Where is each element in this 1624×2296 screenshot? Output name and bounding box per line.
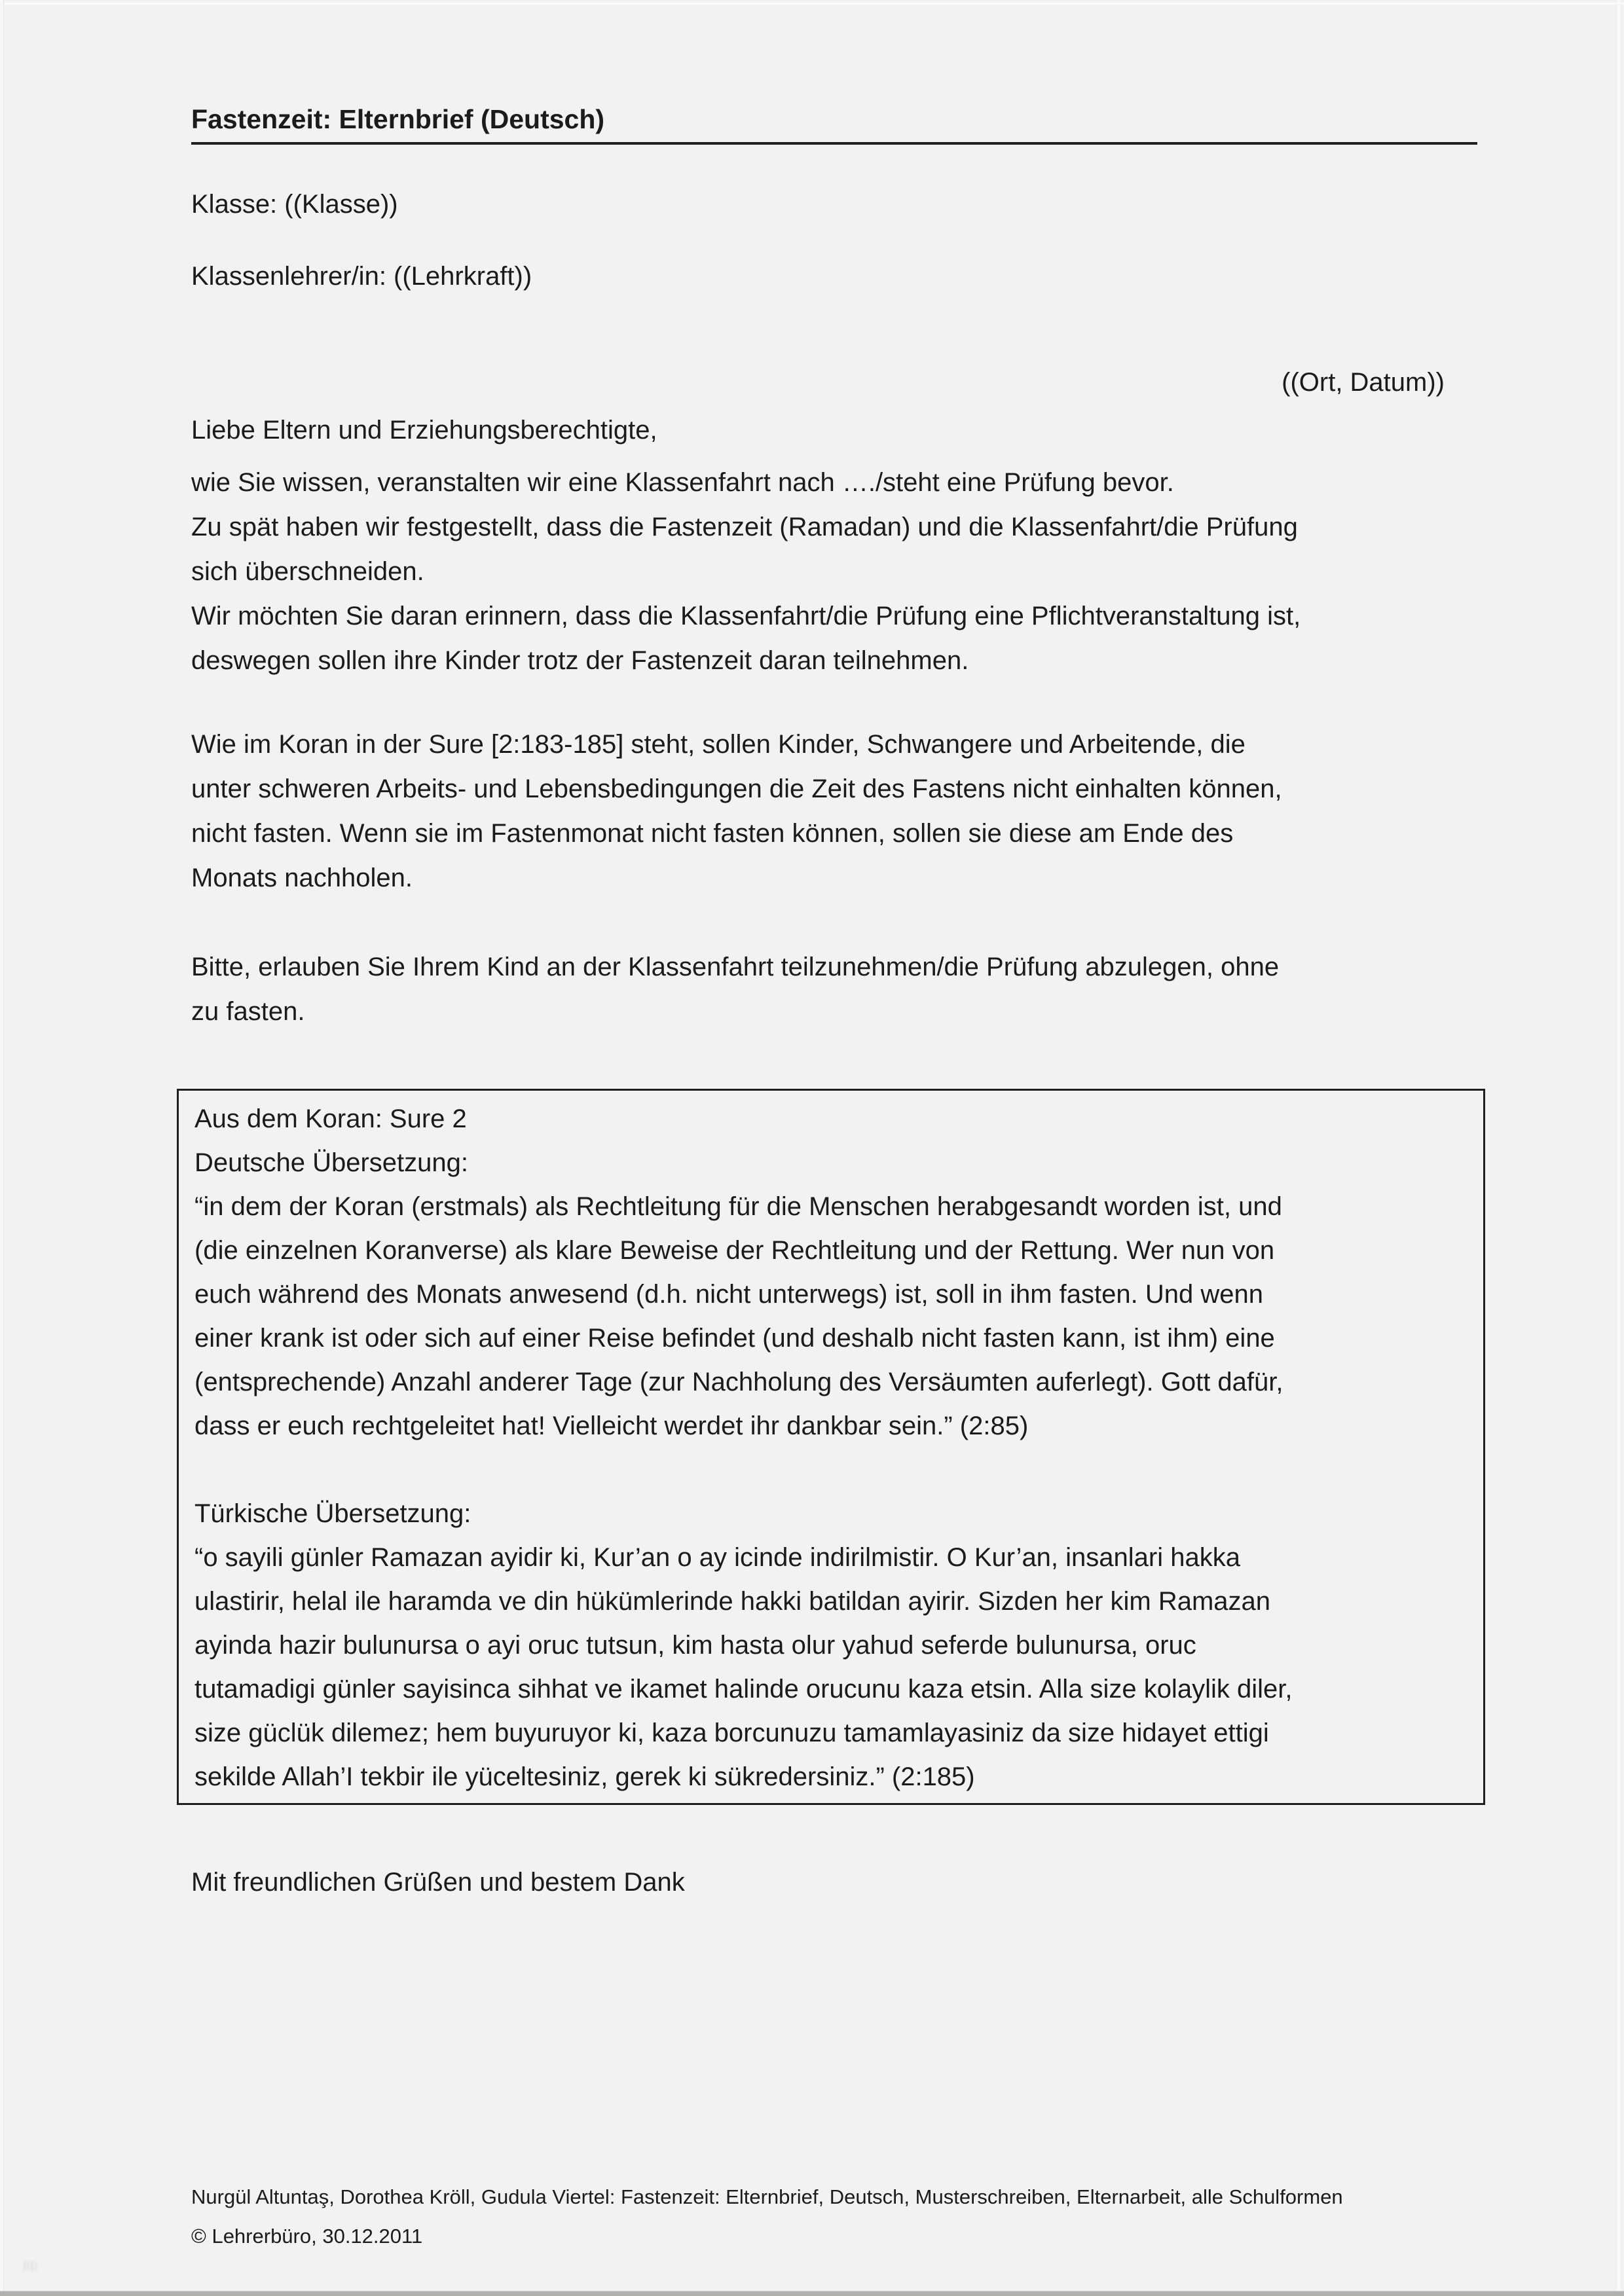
scan-edge-left xyxy=(0,0,4,2296)
text-line: (entsprechende) Anzahl anderer Tage (zur Nachholung des Versäumten auferlegt). Gott dafür, xyxy=(194,1368,1283,1396)
text-line: dass er euch rechtgeleitet hat! Vielleicht werdet ihr dankbar sein.” (2:85) xyxy=(194,1412,1029,1440)
text-line: wie Sie wissen, veranstalten wir eine Klassenfahrt nach …./steht eine Prüfung bevor. xyxy=(191,468,1174,497)
scan-artifact xyxy=(24,2261,43,2271)
turkish-translation-label: Türkische Übersetzung: xyxy=(194,1499,471,1528)
letter-body xyxy=(191,104,1477,1897)
turkish-quote xyxy=(194,1536,1470,1799)
paragraph-intro xyxy=(191,460,1301,683)
quote-box-heading: Aus dem Koran: Sure 2 xyxy=(194,1104,467,1133)
koran-quote-box xyxy=(177,1089,1485,1805)
class-field: Klasse: ((Klasse)) xyxy=(191,190,398,219)
text-line: sich überschneiden. xyxy=(191,557,424,586)
footer-copyright-line: © Lehrerbüro, 30.12.2011 xyxy=(191,2225,423,2248)
text-line: Zu spät haben wir festgestellt, dass die Fastenzeit (Ramadan) und die Klassenfahrt/die Prüfung xyxy=(191,513,1298,541)
page-title: Fastenzeit: Elternbrief (Deutsch) xyxy=(191,105,1477,145)
text-line: ayinda hazir bulunursa o ayi oruc tutsun, kim hasta olur yahud seferde bulunursa, oruc xyxy=(194,1631,1196,1660)
scan-edge-right xyxy=(1617,0,1620,2296)
closing-line: Mit freundlichen Grüßen und bestem Dank xyxy=(191,1868,685,1897)
text-line: Monats nachholen. xyxy=(191,864,413,892)
page-footer xyxy=(191,2178,1477,2256)
salutation: Liebe Eltern und Erziehungsberechtigte, xyxy=(191,416,657,445)
text-line: tutamadigi günler sayisinca sihhat ve ikamet halinde orucunu kaza etsin. Alla size kolaylik diler, xyxy=(194,1675,1293,1704)
german-quote xyxy=(194,1185,1470,1448)
text-line: einer krank ist oder sich auf einer Reise befindet (und deshalb nicht fasten kann, ist ihm) eine xyxy=(194,1324,1275,1353)
text-line: zu fasten. xyxy=(191,997,305,1026)
text-line: “o sayili günler Ramazan ayidir ki, Kur’an o ay icinde indirilmistir. O Kur’an, insanlari hakka xyxy=(194,1543,1240,1572)
text-line: euch während des Monats anwesend (d.h. nicht unterwegs) ist, soll in ihm fasten. Und wenn xyxy=(194,1280,1263,1309)
text-line: size güclük dilemez; hem buyuruyor ki, kaza borcunuzu tamamlayasiniz da size hidayet ettigi xyxy=(194,1719,1269,1747)
text-line: Wir möchten Sie daran erinnern, dass die Klassenfahrt/die Prüfung eine Pflichtveranstaltung ist, xyxy=(191,602,1301,630)
scan-edge-top xyxy=(0,3,1624,5)
text-line: sekilde Allah’I tekbir ile yüceltesiniz, gerek ki sükredersiniz.” (2:185) xyxy=(194,1762,975,1791)
text-line: Wie im Koran in der Sure [2:183-185] steht, sollen Kinder, Schwangere und Arbeitende, die xyxy=(191,730,1246,759)
text-line: unter schweren Arbeits- und Lebensbedingungen die Zeit des Fastens nicht einhalten können, xyxy=(191,774,1282,803)
teacher-field: Klassenlehrer/in: ((Lehrkraft)) xyxy=(191,262,532,291)
paragraph-request xyxy=(191,945,1279,1034)
text-line: Bitte, erlauben Sie Ihrem Kind an der Klassenfahrt teilzunehmen/die Prüfung abzulegen, ohne xyxy=(191,953,1280,981)
text-line: ulastirir, helal ile haramda ve din hükümlerinde hakki batildan ayirir. Sizden her kim Ramazan xyxy=(194,1587,1271,1616)
scan-edge-bottom xyxy=(0,2291,1624,2296)
text-line: (die einzelnen Koranverse) als klare Beweise der Rechtleitung und der Rettung. Wer nun von xyxy=(194,1236,1275,1265)
footer-authors-line: Nurgül Altuntaş, Dorothea Kröll, Gudula Viertel: Fastenzeit: Elternbrief, Deutsch, Musterschreiben, Elternarbeit, alle Schulformen xyxy=(191,2185,1343,2208)
text-line: nicht fasten. Wenn sie im Fastenmonat nicht fasten können, sollen sie diese am Ende des xyxy=(191,819,1234,848)
place-date-line: ((Ort, Datum)) xyxy=(1282,368,1445,397)
german-translation-label: Deutsche Übersetzung: xyxy=(194,1148,469,1177)
paragraph-koran-info xyxy=(191,722,1282,900)
text-line: deswegen sollen ihre Kinder trotz der Fastenzeit daran teilnehmen. xyxy=(191,646,969,675)
text-line: “in dem der Koran (erstmals) als Rechtleitung für die Menschen herabgesandt worden ist, und xyxy=(194,1192,1282,1221)
